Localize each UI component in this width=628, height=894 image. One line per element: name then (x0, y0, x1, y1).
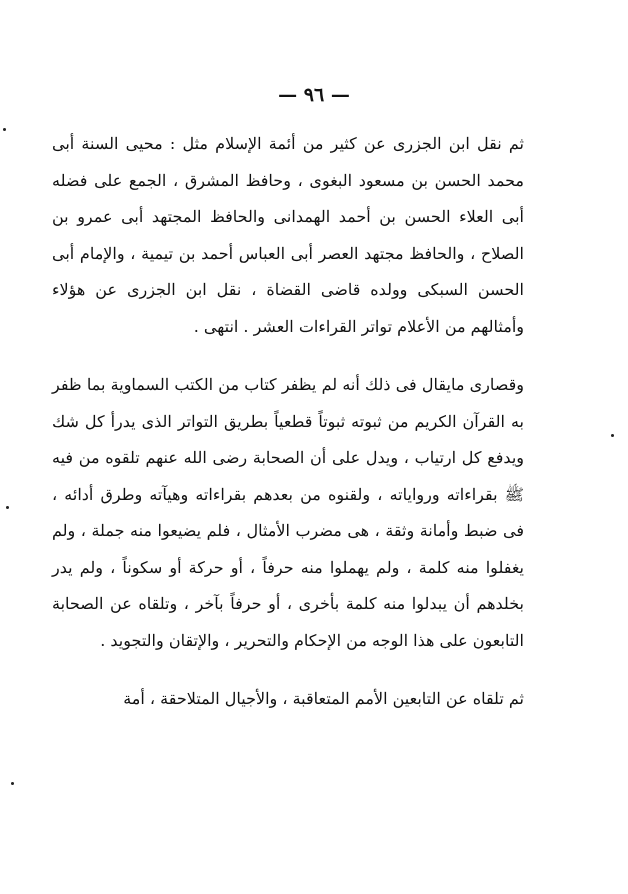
scan-speck (6, 506, 9, 509)
page-body (52, 126, 524, 718)
page-number: — ٩٦ — (278, 84, 350, 106)
scan-speck (3, 128, 6, 131)
paragraph-3: ثم تلقاه عن التابعين الأمم المتعاقبة ، والأجيال المتلاحقة ، أمة (123, 689, 524, 708)
paragraph-1: ثم نقل ابن الجزرى عن كثير من أئمة الإسلام مثل : محيى السنة أبى محمد الحسن بن مسعود البغوى ، وحافظ المشرق ، الجمع على فضله أبى العلاء الحسن بن أحمد الهمدانى والحافظ المجتهد أبى عمرو بن الصلاح ، والحافظ مجتهد العصر أبى العباس أحمد بن تيمية ، والإمام أبى الحسن السبكى وولده قاضى القضاة ، نقل ابن الجزرى عن هؤلاء وأمثالهم من الأعلام تواتر القراءات العشر . انتهى . (52, 134, 525, 336)
paragraph-2: وقصارى مايقال فى ذلك أنه لم يظفر كتاب من الكتب السماوية بما ظفر به القرآن الكريم من ثبوته ثبوتاً قطعياً بطريق التواتر الذى يدرأ كل شك ويدفع كل ارتياب ، ويدل على أن الصحابة رضى الله عنهم تلقوه من فيه ﷺ بقراءاته ورواياته ، ولقنوه من بعدهم بقراءاته وهيآته وطرق أدائه ، فى ضبط وأمانة وثقة ، هى مضرب الأمثال ، فلم يضيعوا منه جملة ، ولم يغفلوا منه كلمة ، ولم يهملوا منه حرفاً ، أو حركة أو سكوناً ، ولم يدر بخلدهم أن يبدلوا منه كلمة بأخرى ، أو حرفاً بآخر ، وتلقاه عن الصحابة التابعون على هذا الوجه من الإحكام والتحرير ، والإتقان والتجويد . (52, 375, 524, 650)
scan-speck (611, 434, 614, 437)
scan-speck (11, 782, 14, 785)
